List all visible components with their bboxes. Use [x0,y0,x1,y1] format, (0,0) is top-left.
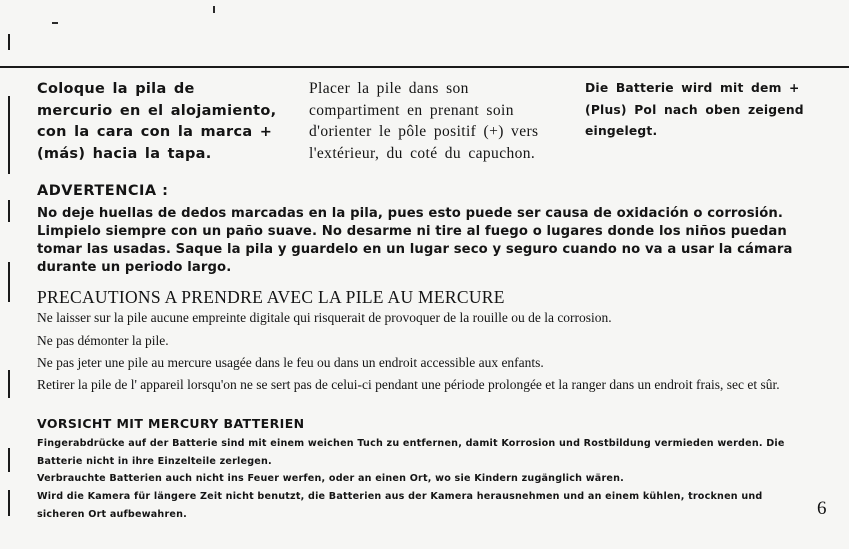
header-rule [0,66,849,68]
french-precautions-heading: PRECAUTIONS A PRENDRE AVEC LA PILE AU MERCURE [37,287,505,307]
scan-mark [8,96,10,174]
page-number: 6 [817,498,827,519]
scan-speck [213,6,215,13]
scan-mark [8,200,10,222]
french-precaution-item: Ne laisser sur la pile aucune empreinte digitale qui risquerait de provoquer de la rouille ou de la corrosion. [37,310,612,325]
spanish-warning-text: No deje huellas de dedos marcadas en la pila, pues esto puede ser causa de oxidación o corrosión. Limpielo siempre con un paño suave. No desarme ni tire al fuego o lugares donde los niños puedan tomar las usadas. Saque la pila y guardelo en un lugar seco y seguro cuando no va a usar la cámara durante un periodo largo. [37,206,793,275]
scan-speck [52,22,58,24]
french-precaution-item: Ne pas jeter une pile au mercure usagée dans le feu ou dans un endroit accessible aux enfants. [37,355,544,370]
scan-mark [8,490,10,516]
french-precaution-item: Retirer la pile de l' appareil lorsqu'on ne se sert pas de celui-ci pendant une période prolongée et la ranger dans un endroit frais, sec et sûr. [37,377,780,392]
german-caution-item: Verbrauchte Batterien auch nicht ins Feuer werfen, oder an einen Ort, wo sie Kindern zugänglich wären. [37,473,624,484]
german-caution-item: Wird die Kamera für längere Zeit nicht benutzt, die Batterien aus der Kamera herausnehmen und an einem kühlen, trocknen und sicheren Ort aufbewahren. [37,491,763,520]
spanish-battery-instruction: Coloque la pila de mercurio en el alojamiento, con la cara con la marca +(más) hacia la tapa. [37,81,277,162]
scan-mark [8,34,10,50]
scan-mark [8,448,10,472]
spanish-warning-heading: ADVERTENCIA : [37,183,169,199]
french-precaution-item: Ne pas démonter la pile. [37,333,169,348]
german-caution-heading: VORSICHT MIT MERCURY BATTERIEN [37,416,305,431]
french-battery-instruction: Placer la pile dans son compartiment en prenant soin d'orienter le pôle positif (+) vers l'extérieur, du coté du capuchon. [309,80,539,163]
scan-mark [8,370,10,398]
scan-mark [8,262,10,302]
german-battery-instruction: Die Batterie wird mit dem + (Plus) Pol nach oben zeigend eingelegt. [585,81,804,138]
german-caution-item: Fingerabdrücke auf der Batterie sind mit einem weichen Tuch zu entfernen, damit Korrosion und Rostbildung vermieden werden. Die Batterie nicht in ihre Einzelteile zerlegen. [37,438,785,467]
